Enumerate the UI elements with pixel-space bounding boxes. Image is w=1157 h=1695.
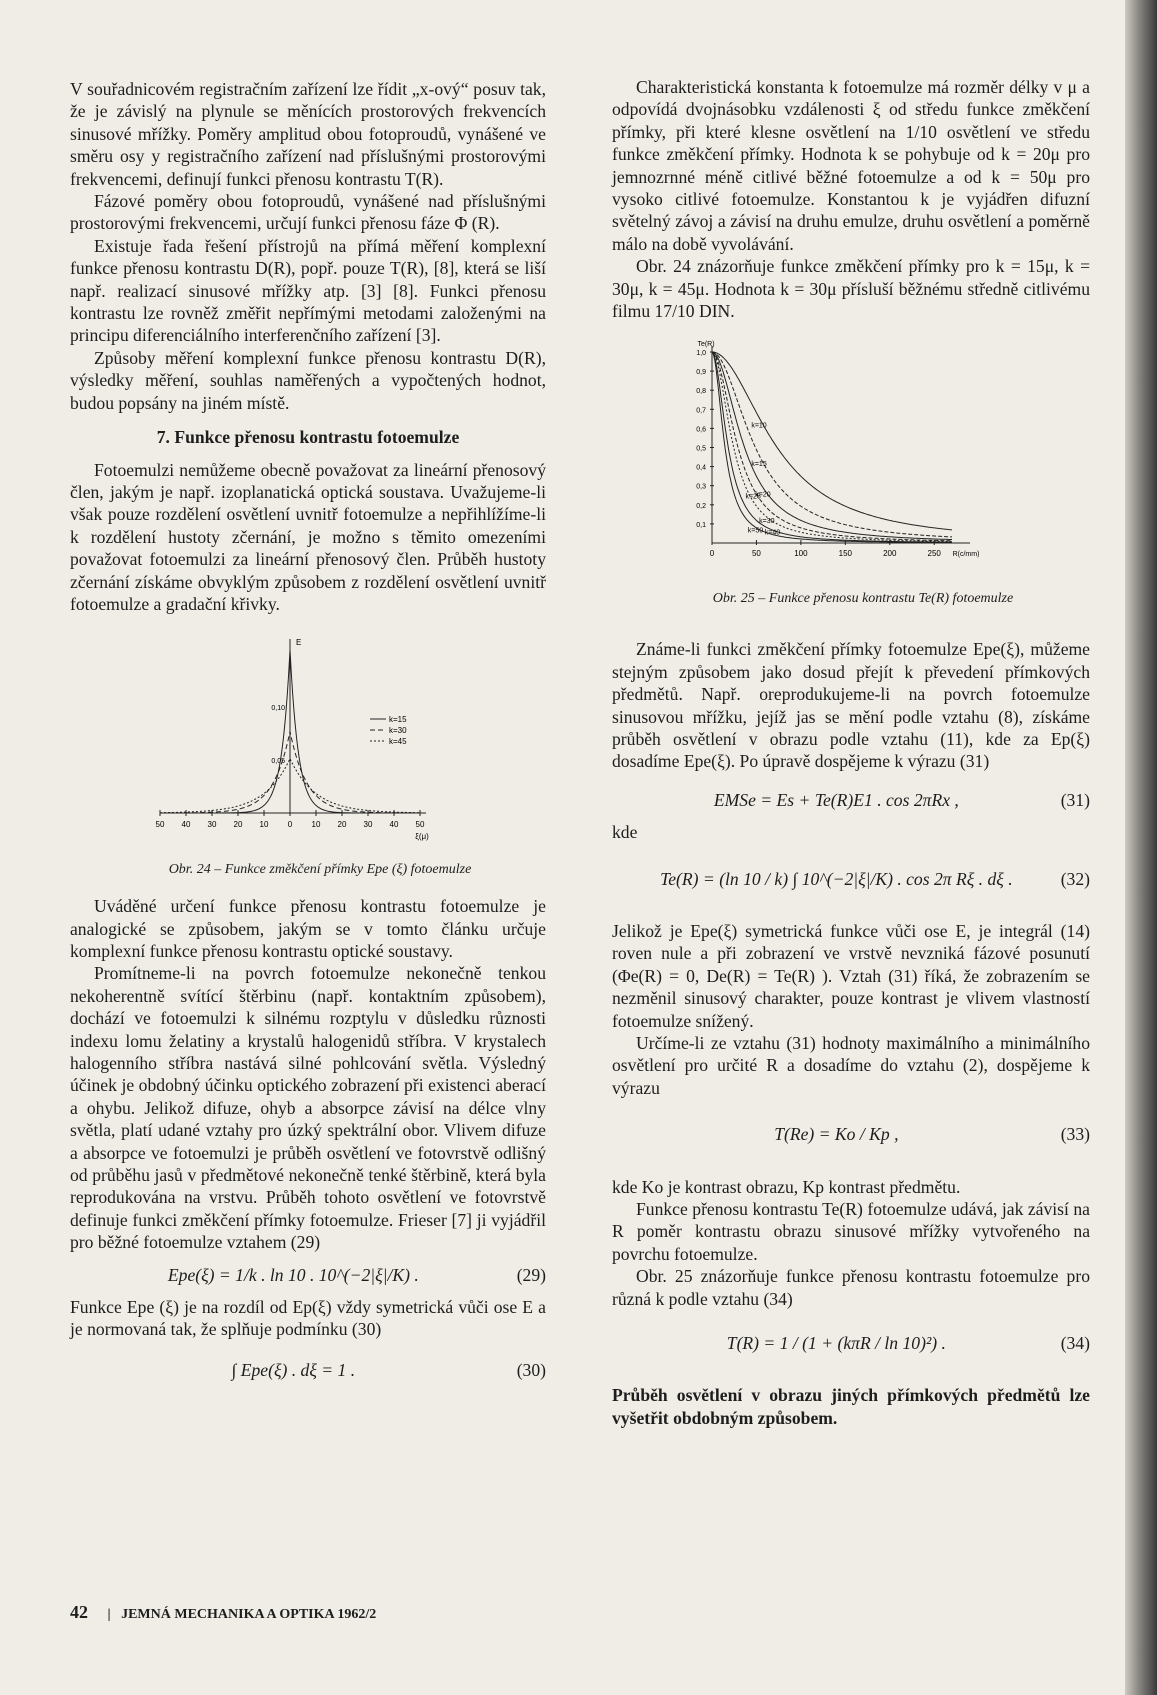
eq30-body: ∫ Epe(ξ) . dξ = 1 . (231, 1359, 356, 1380)
right-paragraph-8: Obr. 25 znázorňuje funkce přenosu kontrastu fotoemulze pro různá k podle vztahu (34) (612, 1266, 1090, 1309)
fig25-y-label: Te(R) (697, 341, 715, 349)
footer-separator: | (107, 1607, 118, 1622)
fig24-y-label: E (296, 638, 302, 648)
eq33-number: (33) (1060, 1124, 1090, 1145)
fig24-chart (70, 633, 546, 849)
eq33-body: T(Re) = Ko / Kp , (774, 1124, 899, 1145)
fig24-x-label: ξ(μ) (415, 832, 429, 842)
fig25-y-tick-label: 1,0 (696, 350, 706, 358)
fig24-legend-label: k=45 (389, 737, 407, 747)
eq29-body: Epe(ξ) = 1/k . ln 10 . 10^(−2|ξ|/K) . (167, 1264, 419, 1285)
right-paragraph-9: Průběh osvětlení v obrazu jiných přímkových předmětů lze vyšetřit obdobným způsobem. (612, 1385, 1090, 1428)
fig24-caption: Obr. 24 – Funkce změkčení přímky Epe (ξ) fotoemulze (168, 861, 472, 877)
left-paragraph-5: Fotoemulzi nemůžeme obecně považovat za lineární přenosový člen, jakým je např. izoplanatická optická soustava. Uvažujeme-li však pouze rozdělení osvětlení uvnitř fotoemulze a nepřihlížíme-li k rozdělení hustoty zčernání, je možno s těmito omezeními považovat fotoemulzi za lineární přenosový člen. Průběh hustoty zčernání získáme obvyklým způsobem z rozdělení osvětlení uvnitř fotoemulze a gradační křivky. (70, 459, 546, 614)
fig25-y-tick-label: 0,5 (696, 445, 706, 453)
fig24-x-tick-label: 10 (259, 820, 269, 830)
fig25-x-tick-label: 0 (709, 549, 715, 559)
equation-32 (612, 868, 1090, 890)
fig24-x-tick-label: 30 (363, 820, 373, 830)
fig25-y-tick-label: 0,6 (696, 426, 706, 434)
fig25-curve-label: k=15 (751, 461, 767, 469)
equation-29 (70, 1264, 546, 1286)
fig24-x-tick-label: 20 (233, 820, 243, 830)
left-paragraph-6: Uváděné určení funkce přenosu kontrastu fotoemulze je analogické se způsobem, jakým se v tomto článku určuje komplexní funkce přenosu kontrastu optické soustavy. (70, 896, 546, 961)
right-paragraph-2: Obr. 24 znázorňuje funkce změkčení přímky pro k = 15μ, k = 30μ, k = 45μ. Hodnota k = 30μ přísluší běžnému středně citlivému filmu 17/10 DIN. (612, 256, 1090, 322)
fig25-y-tick-label: 0,1 (696, 522, 706, 530)
left-paragraph-3: Existuje řada řešení přístrojů na přímá měření komplexní funkce přenosu kontrastu D(R), popř. pouze T(R), [8], která se liší např. realizací sinusové mřížky atp. [3] [8]. Funkci přenosu kontrastu lze rovněž změřit nepřímými metodami založenými na principu diferenciálního interferenčního zařízení [3]. (70, 235, 546, 346)
page-edge-shadow (1125, 0, 1157, 1695)
fig24-x-tick-label: 20 (337, 820, 347, 830)
fig24-y-tick-label: 0,05 (271, 758, 285, 766)
fig25-x-tick-label: 50 (751, 549, 761, 559)
fig24-x-tick-label: 50 (155, 820, 165, 830)
eq31-body: EMSe = Es + Te(R)E1 . cos 2πRx , (713, 789, 959, 810)
fig25-curve-label: k=40 (764, 530, 781, 538)
journal-name: JEMNÁ MECHANIKA A OPTIKA 1962/2 (121, 1607, 377, 1622)
eq32-body: Te(R) = (ln 10 / k) ∫ 10^(−2|ξ|/K) . cos 2π Rξ . dξ . (660, 868, 1013, 889)
left-paragraph-4: Způsoby měření komplexní funkce přenosu kontrastu D(R), výsledky měření, souhlas naměřených a vypočtených hodnot, budou popsány na jiném místě. (70, 347, 546, 413)
fig25-curve-label: k=50 (747, 528, 764, 536)
fig25-series-line (712, 352, 952, 541)
fig24-x-tick-label: 10 (311, 820, 321, 830)
fig24-legend-label: k=15 (389, 715, 407, 725)
left-paragraph-7: Promítneme-li na povrch fotoemulze nekonečně tenkou nekoherentně svítící štěrbinu (např. kontaktním způsobem), dochází ve fotoemulzi k silnému rozptylu v důsledku různosti indexu lomu želatiny a krystalů halogenidů stříbra. V krystalech halogenního stříbra nastává silné pohlcování světla. Výsledný účinek je obdobný účinku optického zobrazení při existenci aberací a ohybu. Jelikož difuze, ohyb a absorpce závisí na délce vlny světla, platí udané vztahy pro úzký spektrální obor. Vlivem difuze a absorpce ve fotoemulzi je průběh osvětlení ve fotovrstvě odlišný od průběhu jasů v předmětové nekonečně tenké štěrbině, která byla reprodukována na vrstvu. Průběh tohoto osvětlení ve fotovrstvě definuje funkci změkčení přímky fotoemulze. Frieser [7] ji vyjádřil pro běžné fotoemulze vztahem (29) (70, 963, 546, 1253)
right-paragraph-3: Známe-li funkci změkčení přímky fotoemulze Epe(ξ), můžeme stejným způsobem jako dosud přejít k převedení přímkových předmětů. Např. oreprodukujeme-li na povrch fotoemulze sinusovou mřížku, jejíž jas se mění podle vztahu (8), získáme průběh osvětlení v obrazu podle vztahu (11), kde za Ep(ξ) dosadíme Epe(ξ). Po úpravě dospějeme k výrazu (31) (612, 639, 1090, 772)
page-footer (70, 1602, 376, 1623)
fig25-curve-label: k=10 (751, 423, 767, 431)
fig24-x-tick-label: 40 (389, 820, 399, 830)
fig25-y-tick-label: 0,4 (696, 465, 706, 473)
page-number: 42 (70, 1602, 88, 1622)
fig25-series-line (712, 352, 952, 541)
fig25-x-tick-label: 100 (794, 549, 808, 559)
fig25-curve-label: k=30 (759, 518, 775, 526)
fig25-series-line (712, 352, 952, 530)
equation-34 (612, 1332, 1090, 1354)
fig25-x-tick-label: 150 (838, 549, 853, 559)
eq34-body: T(R) = 1 / (1 + (kπR / ln 10)²) . (726, 1333, 946, 1354)
figure-25 (612, 338, 1090, 583)
right-column (612, 76, 1090, 1429)
fig25-chart (612, 338, 1090, 578)
fig25-y-tick-label: 0,8 (696, 388, 706, 396)
fig24-x-tick-label: 40 (181, 820, 191, 830)
left-column (70, 78, 546, 1391)
fig25-series-line (712, 352, 952, 542)
fig24-x-tick-label: 50 (415, 820, 425, 830)
fig25-curve-label: k=20 (755, 491, 771, 499)
eq32-number: (32) (1060, 868, 1090, 889)
fig25-x-label: R(c/mm) (952, 551, 980, 559)
fig25-series-line (712, 352, 952, 542)
eq34-number: (34) (1060, 1333, 1090, 1354)
left-paragraph-8: Funkce Epe (ξ) je na rozdíl od Ep(ξ) vždy symetrická vůči ose E a je normovaná tak, že splňuje podmínku (30) (70, 1297, 546, 1340)
fig25-series-line (712, 352, 952, 537)
fig25-y-tick-label: 0,3 (696, 484, 706, 492)
eq31-number: (31) (1060, 789, 1090, 810)
fig25-curve-label: k=25 (745, 493, 761, 501)
equation-31 (612, 789, 1090, 811)
left-paragraph-2: Fázové poměry obou fotoproudů, vynášené nad příslušnými prostorovými frekvencemi, určují funkci přenosu fáze Φ (R). (70, 191, 546, 234)
figure-24 (70, 633, 546, 854)
fig25-y-tick-label: 0,2 (696, 503, 706, 511)
fig24-y-tick-label: 0,10 (271, 705, 285, 713)
fig25-x-tick-label: 200 (883, 549, 897, 559)
right-paragraph-6: kde Ko je kontrast obrazu, Kp kontrast předmětu. (612, 1176, 961, 1197)
fig25-x-tick-label: 250 (927, 549, 941, 559)
fig24-x-tick-label: 30 (207, 820, 217, 830)
right-paragraph-4: Jelikož je Epe(ξ) symetrická funkce vůči ose E, je integrál (14) roven nule a při zobrazení ve vrstvě nevzniká fázové posunutí (Φe(R) = 0, De(R) = Te(R) ). Vztah (31) říká, že zobrazením se nezměnil sinusový charakter, pouze kontrast je vlivem vlastností fotoemulze snížený. (612, 920, 1090, 1031)
fig24-legend-label: k=30 (389, 726, 407, 736)
fig25-y-tick-label: 0,9 (696, 369, 706, 377)
eq29-number: (29) (516, 1264, 546, 1285)
right-paragraph-5: Určíme-li ze vztahu (31) hodnoty maximálního a minimálního osvětlení pro určité R a dosadíme do vztahu (2), dospějeme k výrazu (612, 1032, 1090, 1098)
fig25-y-tick-label: 0,7 (696, 407, 706, 415)
eq30-number: (30) (516, 1359, 546, 1380)
right-paragraph-7: Funkce přenosu kontrastu Te(R) fotoemulze udává, jak závisí na R poměr kontrastu obrazu sinusové mřížky vytvořeného na povrchu fotoemulze. (612, 1199, 1090, 1264)
equation-30 (70, 1359, 546, 1381)
section-heading: 7. Funkce přenosu kontrastu fotoemulze (156, 427, 460, 448)
left-paragraph-1: V souřadnicovém registračním zařízení lze řídit „x-ový“ posuv tak, že je závislý na plynule se měnících prostorových frekvencích sinusové mřížky. Poměry amplitud obou fotoproudů, vynášené ve směru osy y registračního zařízení nad příslušnými prostorovými frekvencemi, definují funkci přenosu kontrastu T(R). (70, 79, 546, 189)
kde-label: kde (612, 822, 638, 843)
equation-33 (612, 1123, 1090, 1145)
fig25-caption: Obr. 25 – Funkce přenosu kontrastu Te(R) fotoemulze (712, 590, 1014, 606)
fig24-x-tick-label: 0 (287, 820, 293, 830)
right-paragraph-1: Charakteristická konstanta k fotoemulze má rozměr délky v μ a odpovídá dvojnásobku vzdálenosti ξ od středu funkce změkčení přímky, při které klesne osvětlení na 1/10 osvětlení ve středu funkce změkčení přímky. Hodnota k se pohybuje od k = 20μ pro jemnozrnné méně citlivé běžné fotoemulze a od k = 50μ pro vysoko citlivé fotoemulze. Konstantou k je vyjádřen difuzní světelný závoj a závisí na druhu emulze, druhu osvětlení a poměrně málo na době vyvolávání. (612, 77, 1090, 254)
